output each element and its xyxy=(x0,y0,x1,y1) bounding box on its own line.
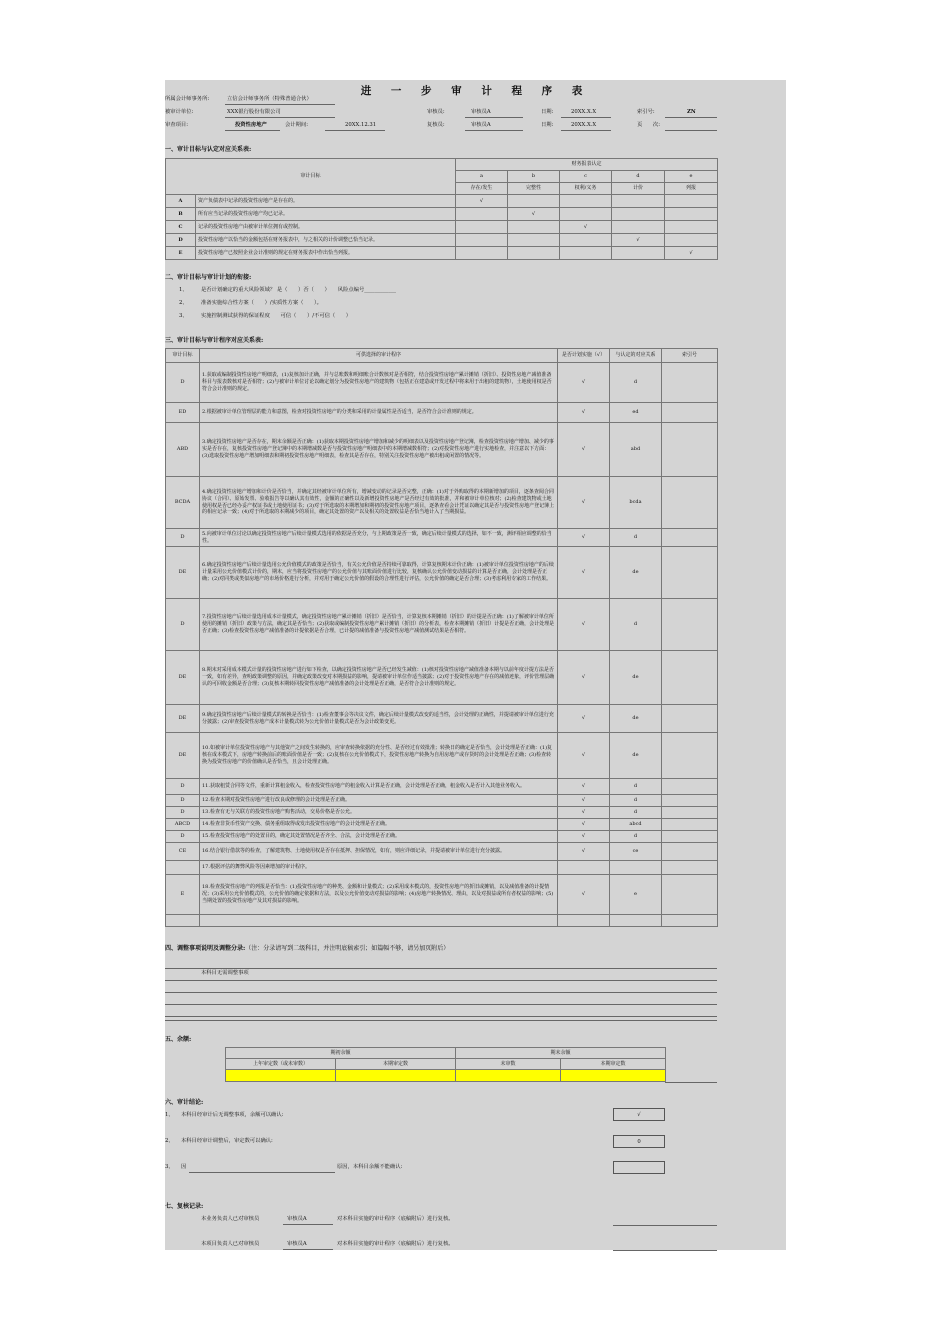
assertion-letter-a: a xyxy=(456,171,508,183)
balance-cell-2[interactable] xyxy=(336,1070,456,1082)
procedure-assertion: de xyxy=(610,733,662,779)
col-objective: 审计目标 xyxy=(166,349,200,363)
procedure-assertion: bcda xyxy=(610,477,662,529)
section4-note: （注：分录请写到二级科目，并注明底稿索引；如篇幅不够，请另加页附后） xyxy=(245,945,450,952)
balance-cell-1[interactable] xyxy=(226,1070,336,1082)
procedure-objective: ED xyxy=(166,403,200,423)
section2-heading: 二、审计目标与审计计划的衔接: xyxy=(165,274,252,281)
procedure-assertion: ed xyxy=(610,403,662,423)
page-label: 页 次: xyxy=(637,122,660,128)
adjustment-line-1: 本科目无需调整事项 xyxy=(201,970,249,976)
procedure-objective: D xyxy=(166,831,200,843)
objective-text: 所有应当记录的投资性房地产均已记录。 xyxy=(196,208,456,221)
procedure-index xyxy=(662,807,718,819)
procedure-row xyxy=(166,819,718,831)
procedure-assertion: abcd xyxy=(610,819,662,831)
assertion-letter-e: e xyxy=(665,171,718,183)
procedure-objective: DE xyxy=(166,705,200,733)
procedure-index xyxy=(662,547,718,599)
preparer-label: 审核员: xyxy=(427,109,445,115)
procedure-assertion: abd xyxy=(610,423,662,477)
procedure-row xyxy=(166,547,718,599)
assertion-letter-d: d xyxy=(612,171,665,183)
assertion-check: √ xyxy=(612,234,665,247)
procedure-objective: CE xyxy=(166,843,200,861)
objective-key: E xyxy=(166,247,196,260)
entity-value: XXX银行股份有限公司 xyxy=(227,109,281,115)
assertion-cell xyxy=(665,221,718,234)
procedure-row xyxy=(166,831,718,843)
procedure-objective: BCDA xyxy=(166,477,200,529)
assertion-letter-c: c xyxy=(560,171,612,183)
plan-item-no: 1、 xyxy=(179,287,188,293)
procedure-row xyxy=(166,705,718,733)
objective-key: C xyxy=(166,221,196,234)
procedure-index xyxy=(662,861,718,875)
procedure-executed[interactable] xyxy=(558,861,610,875)
procedure-text: 18.检查投资性房地产的列报是否恰当：(1)投资性房地产的种类、金额和计量模式；(2)采用成本模式的，投资性房地产的折旧或摊销，以及减值准备的计提情况；(3)采用公允价值模式的，公允价值的确定依据和方法，以及公允价值变动对损益的影响；(4)房地产转换情况、理由，以及对损益或所有者权益的影响；(5)当期处置的投资性房地产及其对损益的影响。 xyxy=(200,875,558,915)
procedure-index xyxy=(662,705,718,733)
procedure-executed[interactable]: √ xyxy=(558,795,610,807)
assertion-check: √ xyxy=(665,247,718,260)
preparer-value: 审核员A xyxy=(471,109,491,115)
procedure-assertion: d xyxy=(610,779,662,795)
conclusion-2-box[interactable]: 0 xyxy=(613,1135,665,1148)
review-1-suffix: 对本科目实施的审计程序（底稿附后）进行复核。 xyxy=(337,1216,454,1222)
review-2-name: 审核员A xyxy=(287,1241,307,1247)
procedure-executed[interactable] xyxy=(558,915,610,927)
procedure-row xyxy=(166,807,718,819)
procedure-text xyxy=(200,915,558,927)
firm-value: 立信会计师事务所（特殊普通合伙） xyxy=(227,96,312,102)
assertion-cell xyxy=(612,208,665,221)
balance-table xyxy=(225,1047,666,1082)
procedure-executed[interactable]: √ xyxy=(558,403,610,423)
item-label: 审查项目: xyxy=(165,122,188,128)
procedure-index xyxy=(662,875,718,915)
procedure-objective: DE xyxy=(166,547,200,599)
procedure-row xyxy=(166,795,718,807)
assertion-cell xyxy=(612,221,665,234)
col-prior-audited: 上年审定数（或未审数） xyxy=(226,1059,336,1070)
assertion-cell xyxy=(508,195,560,208)
procedure-assertion: e xyxy=(610,875,662,915)
procedure-row xyxy=(166,733,718,779)
assertion-cell xyxy=(560,234,612,247)
procedure-text: 5.向被审计单位讨论以确定投资性房地产后续计量模式选用的依据是否充分，与上期政策是否一致，确定后续计量模式的选择，如不一致，测评相应调整的恰当性。 xyxy=(200,529,558,547)
procedure-text: 12.检查本期对投资性房地产进行改良或修理的会计处理是否正确。 xyxy=(200,795,558,807)
assertion-cell xyxy=(508,221,560,234)
procedure-index xyxy=(662,843,718,861)
assertion-cell xyxy=(665,234,718,247)
objective-text: 投资性房地产已按照企业会计准则的规定在财务报表中作出恰当列报。 xyxy=(196,247,456,260)
assertion-name-d: 计价 xyxy=(612,183,665,195)
col-index: 索引号 xyxy=(662,349,718,363)
procedure-objective: D xyxy=(166,795,200,807)
assertion-name-e: 列报 xyxy=(665,183,718,195)
procedure-table xyxy=(165,348,718,927)
procedure-index xyxy=(662,915,718,927)
procedure-row xyxy=(166,875,718,915)
procedure-assertion xyxy=(610,915,662,927)
procedure-index xyxy=(662,599,718,651)
objective-key: D xyxy=(166,234,196,247)
procedure-index xyxy=(662,733,718,779)
assertion-name-b: 完整性 xyxy=(508,183,560,195)
procedure-executed[interactable]: √ xyxy=(558,875,610,915)
assertion-cell xyxy=(665,195,718,208)
procedure-objective: D xyxy=(166,807,200,819)
period-label: 会计期间: xyxy=(285,122,308,128)
procedure-row xyxy=(166,363,718,403)
procedure-executed[interactable]: √ xyxy=(558,651,610,705)
assertion-cell xyxy=(508,234,560,247)
review-1-prefix: 本业务负责人已对审核员 xyxy=(201,1216,260,1222)
procedure-objective: DE xyxy=(166,733,200,779)
objective-text: 记录的投资性房地产由被审计单位拥有或控制。 xyxy=(196,221,456,234)
assertion-letter-b: b xyxy=(508,171,560,183)
assertion-check: √ xyxy=(560,221,612,234)
procedure-index xyxy=(662,477,718,529)
objective-row xyxy=(166,234,718,247)
section4-heading-line xyxy=(165,946,449,952)
procedure-index xyxy=(662,363,718,403)
procedure-index xyxy=(662,423,718,477)
conclusion-3-tail: 原因，本科目余额不能确认: xyxy=(337,1164,403,1170)
procedure-row xyxy=(166,477,718,529)
objective-key: B xyxy=(166,208,196,221)
col-assertion-group: 财务报表认定 xyxy=(456,159,718,171)
assertion-check: √ xyxy=(508,208,560,221)
assertion-cell xyxy=(456,208,508,221)
procedure-index xyxy=(662,831,718,843)
assertion-cell xyxy=(456,247,508,260)
assertion-cell xyxy=(456,234,508,247)
plan-item-no: 2、 xyxy=(179,300,188,306)
procedure-row xyxy=(166,651,718,705)
procedure-executed[interactable]: √ xyxy=(558,831,610,843)
objective-row xyxy=(166,195,718,208)
assertion-cell xyxy=(508,247,560,260)
section3-heading: 三、审计目标与审计程序对应关系表: xyxy=(165,337,264,344)
procedure-text: 10.如被审计单位投资性房地产与其他资产之间发生转换的，应审查转换依据的充分性、是否经过有效批准；转换日的确定是否恰当，会计处理是否正确：(1)复核在成本模式下，房地产转换前后的账面价值是否一致；(2)复核在公允价值模式下，投资性房地产转换为自用房地产或存货时的会计处理是否正确；(3)检查转换为投资性房地产的价值确认是否恰当，且会计处理正确。 xyxy=(200,733,558,779)
period-value: 20XX.12.31 xyxy=(345,122,377,128)
assertion-check: √ xyxy=(456,195,508,208)
procedure-executed[interactable]: √ xyxy=(558,733,610,779)
procedure-row xyxy=(166,403,718,423)
procedure-row xyxy=(166,529,718,547)
objective-key: A xyxy=(166,195,196,208)
conclusion-2-no: 2、 xyxy=(165,1138,174,1144)
procedure-assertion: d xyxy=(610,599,662,651)
conclusion-3-no: 3、 xyxy=(165,1164,174,1170)
date-label-2: 日期: xyxy=(541,122,554,128)
conclusion-1-box[interactable]: √ xyxy=(613,1108,665,1121)
procedure-objective: D xyxy=(166,779,200,795)
review-2-suffix: 对本科目实施的审计程序（底稿附后）进行复核。 xyxy=(337,1241,454,1247)
procedure-objective xyxy=(166,915,200,927)
procedure-text: 7.投资性房地产后续计量选用成本计量模式，确定投资性房地产累计摊销（折旧）是否恰当，计算复核本期摊销（折旧）的计提是否正确：(1)了解被审计单位所使用的摊销（折旧）政策与方法，确定其是否恰当；(2)获取或编制投资性房地产累计摊销（折旧）的分析表，检查本期摊销（折旧）计提是否正确，会计处理是否正确；(3)检查投资性房地产减值准备的计提依据是否合理，已计提的减值准备与投资性房地产减值测试结果是否相符。 xyxy=(200,599,558,651)
section5-heading: 五、余额: xyxy=(165,1036,192,1043)
procedure-executed[interactable]: √ xyxy=(558,477,610,529)
col-closing-audited: 本期审定数 xyxy=(561,1059,666,1070)
conclusion-1-no: 1、 xyxy=(165,1112,174,1118)
item-value: 投资性房地产 xyxy=(235,122,267,128)
procedure-text: 17.根据评估的舞弊风险等因素增加的审计程序。 xyxy=(200,861,558,875)
reviewer-label: 复核员: xyxy=(427,122,445,128)
procedure-text: 13.检查有无与关联方的投资性房地产购售活动，交易价格是否公允。 xyxy=(200,807,558,819)
procedure-text: 3.确定投资性房地产是否存在，期末余额是否正确：(1)获取本期投资性房地产增加和减少的明细表以及投资性房地产登记簿，检查投资性房地产增加、减少的事实是否存在，复核投资性房地产登记簿中的本期增减数是否与投资性房地产明细表中的本期增减数相符；(2)对投资性房地产进行实地检查，并注意以下方面：(3)选取投资性房地产增加明细表和期初投资性房地产明细表，检查其是否存在，特别关注投资性房地产被出租或闲置的情况等。 xyxy=(200,423,558,477)
date-value-1: 20XX.X.X xyxy=(571,109,597,115)
procedure-executed[interactable]: √ xyxy=(558,807,610,819)
procedure-assertion: d xyxy=(610,807,662,819)
procedure-assertion: d xyxy=(610,363,662,403)
procedure-assertion: de xyxy=(610,651,662,705)
assertion-cell xyxy=(665,208,718,221)
procedure-text: 9.确定投资性房地产后续计量模式的转换是否恰当：(1)检查董事会等决议文件，确定后续计量模式改变的适当性，会计处理的正确性，并提请被审计单位进行充分披露；(2)审查投资性房地产成本计量模式转为公允价值计量模式是否为会计政策变更。 xyxy=(200,705,558,733)
procedure-index xyxy=(662,651,718,705)
date-value-2: 20XX.X.X xyxy=(571,122,597,128)
procedure-executed[interactable]: √ xyxy=(558,779,610,795)
col-objective: 审计目标 xyxy=(166,159,456,195)
assertion-name-a: 存在/发生 xyxy=(456,183,508,195)
procedure-row xyxy=(166,861,718,875)
procedure-executed[interactable]: √ xyxy=(558,819,610,831)
index-label: 索引号: xyxy=(637,109,655,115)
procedure-objective: DE xyxy=(166,651,200,705)
procedure-text: 11.获取租赁合同等文件，重新计算租金收入，检查投资性房地产的租金收入计算是否正确，会计处理是否正确，租金收入是否计入其他业务收入。 xyxy=(200,779,558,795)
procedure-row xyxy=(166,843,718,861)
procedure-assertion: de xyxy=(610,705,662,733)
procedure-index xyxy=(662,779,718,795)
assertion-cell xyxy=(560,195,612,208)
procedure-index xyxy=(662,403,718,423)
procedure-row xyxy=(166,599,718,651)
objective-assertion-table xyxy=(165,158,718,260)
page-title: 进 一 步 审 计 程 序 表 xyxy=(360,85,591,97)
procedure-assertion: d xyxy=(610,831,662,843)
procedure-text: 4.确定投资性房地产增加和计价是否恰当，并确定其经被审计单位所有，增减变动的记录是否完整，正确：(1)对于外购取得的本期新增加的项目，逐条查阅合同协议（合同）、原始发票、验收报告等以确认其有效性，金额的正确性以及新增投资性房地产是否经过有效的批准，并和被审计单位核对；(2)检查建筑物或土地使用权是否已经办妥产权证书或土地使用证书；(3)对于所选取的本期增加和期初的投资性房地产项目，逐条查看会计凭证以确定其是否与投资性房地产登记簿上的相应记录一致；(4)对于所选取的本期减少的项目，确定其处置的资产以及相关的处置收益是否恰当地计入了当期损益。 xyxy=(200,477,558,529)
procedure-executed[interactable]: √ xyxy=(558,599,610,651)
procedure-objective: D xyxy=(166,363,200,403)
entity-label: 被审计单位: xyxy=(165,109,194,115)
procedure-assertion: d xyxy=(610,795,662,807)
conclusion-1-text: 本科目经审计后无调整事项，余额可以确认: xyxy=(181,1112,284,1118)
procedure-objective: D xyxy=(166,529,200,547)
procedure-objective: ABD xyxy=(166,423,200,477)
assertion-cell xyxy=(612,247,665,260)
assertion-cell xyxy=(456,221,508,234)
procedure-executed[interactable]: √ xyxy=(558,363,610,403)
procedure-objective xyxy=(166,861,200,875)
assertion-cell xyxy=(560,247,612,260)
col-assertion: 与认定的对应关系 xyxy=(610,349,662,363)
procedure-objective: E xyxy=(166,875,200,915)
balance-cell-3[interactable] xyxy=(456,1070,561,1082)
procedure-index xyxy=(662,795,718,807)
plan-item-text: 是否计划确定的重大风险领域？ 是（ ）否（ ） 风险点编号____________ xyxy=(201,287,397,293)
review-2-prefix: 本项目负责人已对审核员 xyxy=(201,1241,260,1247)
procedure-row xyxy=(166,779,718,795)
procedure-text: 1.获取或编制投资性房地产明细表，(1)复核加计正确，并与总账数和明细账合计数核对是否相符，结合投资性房地产累计摊销（折旧）、投资性房地产减值准备科目与报表数核对是否相符；(2)与被审计单位讨论以确定划分为投资性房地产的建筑物（包括正在建造或开发过程中将来用于出租的建筑物），土地使用权是否符合会计准则的规定。 xyxy=(200,363,558,403)
objective-text: 资产负债表中记录的投资性房地产是存在的。 xyxy=(196,195,456,208)
procedure-assertion: de xyxy=(610,547,662,599)
procedure-row xyxy=(166,423,718,477)
col-current-audited: 本期审定数 xyxy=(336,1059,456,1070)
procedure-executed[interactable]: √ xyxy=(558,529,610,547)
firm-label: 所属会计师事务所: xyxy=(165,96,210,102)
procedure-text: 2.根据被审计单位管理层的能力和意图，检查对投资性房地产的分类和采用的计量属性是否适当，是否符合会计准则的规定。 xyxy=(200,403,558,423)
procedure-index xyxy=(662,819,718,831)
procedure-executed[interactable]: √ xyxy=(558,423,610,477)
procedure-assertion xyxy=(610,861,662,875)
plan-item-no: 3、 xyxy=(179,313,188,319)
procedure-assertion: d xyxy=(610,529,662,547)
objective-row xyxy=(166,208,718,221)
assertion-name-c: 权利/义务 xyxy=(560,183,612,195)
procedure-index xyxy=(662,529,718,547)
closing-balance-header: 期末余额 xyxy=(456,1048,666,1059)
procedure-row xyxy=(166,915,718,927)
review-1-name: 审核员A xyxy=(287,1216,307,1222)
procedure-executed[interactable]: √ xyxy=(558,843,610,861)
procedure-objective: ABCD xyxy=(166,819,200,831)
index-value: ZN xyxy=(687,109,696,115)
procedure-assertion: ce xyxy=(610,843,662,861)
procedure-text: 8.期末对采用成本模式计量的投资性房地产进行如下检查，以确定投资性房地产是否已经发生减值：(1)核对投资性房地产减值准备本期与以前年度计提方法是否一致，如有差异，查明政策调整的原因，并确定政策改变对本期损益的影响，提请被审计单位作适当披露；(2)对于投资性房地产存在的减值迹象，评价管理层确认的可回收金额是否合理；(3)复核本期转回投资性房地产减值准备的会计处理是否正确，是否符合会计准则的规定。 xyxy=(200,651,558,705)
conclusion-2-text: 本科目经审计调整后，审定数可以确认: xyxy=(181,1138,273,1144)
procedure-executed[interactable]: √ xyxy=(558,547,610,599)
opening-balance-header: 期初余额 xyxy=(226,1048,456,1059)
worksheet xyxy=(165,80,786,1250)
procedure-text: 16.结合银行借款等的检查，了解建筑物、土地使用权是否存在抵押、担保情况，如有，则应详细记录，并提请被审计单位进行充分披露。 xyxy=(200,843,558,861)
section4-heading: 四、调整事项说明及调整分录: xyxy=(165,945,246,952)
assertion-cell xyxy=(560,208,612,221)
conclusion-3-text: 因 xyxy=(181,1164,187,1170)
procedure-text: 6.确定投资性房地产后续计量选用公允价值模式的政策是否恰当，有关公允价值是否持续可靠取得，计算复核期末计价正确：(1)被审计单位投资性房地产的后续计量采用公允价值模式计价的，期末，应当将投资性房地产的公允价值与其账面价值进行比较，复核确认公允价值变动损益的计算是否正确，会计处理是否正确；(2)对同类或类似房地产的市场价格进行分析，并对用于确定公允价值的假设的合理性进行评估，公允价值的确定是否合理；(3)考虑利用专家的工作结果。 xyxy=(200,547,558,599)
col-executed: 是否计划实施（√） xyxy=(558,349,610,363)
section6-heading: 六、审计结论: xyxy=(165,1099,204,1106)
assertion-cell xyxy=(612,195,665,208)
procedure-text: 14.检查非货币性资产交换、债务重组取得或发出投资性房地产的会计处理是否正确。 xyxy=(200,819,558,831)
objective-text: 投资性房地产以恰当的金额包括在财务报表中，与之相关的计价调整已恰当记录。 xyxy=(196,234,456,247)
objective-row xyxy=(166,221,718,234)
col-unaudited: 未审数 xyxy=(456,1059,561,1070)
col-procedure: 可供选择的审计程序 xyxy=(200,349,558,363)
section7-heading: 七、复核记录: xyxy=(165,1203,204,1210)
plan-item-text: 准备实施综合性方案（ ）/实质性方案（ ）。 xyxy=(201,300,322,306)
objective-row xyxy=(166,247,718,260)
procedure-objective: D xyxy=(166,599,200,651)
conclusion-3-box[interactable] xyxy=(613,1161,665,1174)
procedure-executed[interactable]: √ xyxy=(558,705,610,733)
procedure-text: 15.检查投资性房地产的处置目的，确定其处置情况是否齐全、合法，会计处理是否正确。 xyxy=(200,831,558,843)
balance-cell-4[interactable] xyxy=(561,1070,666,1082)
plan-item-text: 实施控制测试获得的保证程度 可信（ ）/不可信（ ） xyxy=(201,313,352,319)
section1-heading: 一、审计目标与认定对应关系表: xyxy=(165,146,252,153)
date-label-1: 日期: xyxy=(541,109,554,115)
reviewer-value: 审核员A xyxy=(471,122,491,128)
